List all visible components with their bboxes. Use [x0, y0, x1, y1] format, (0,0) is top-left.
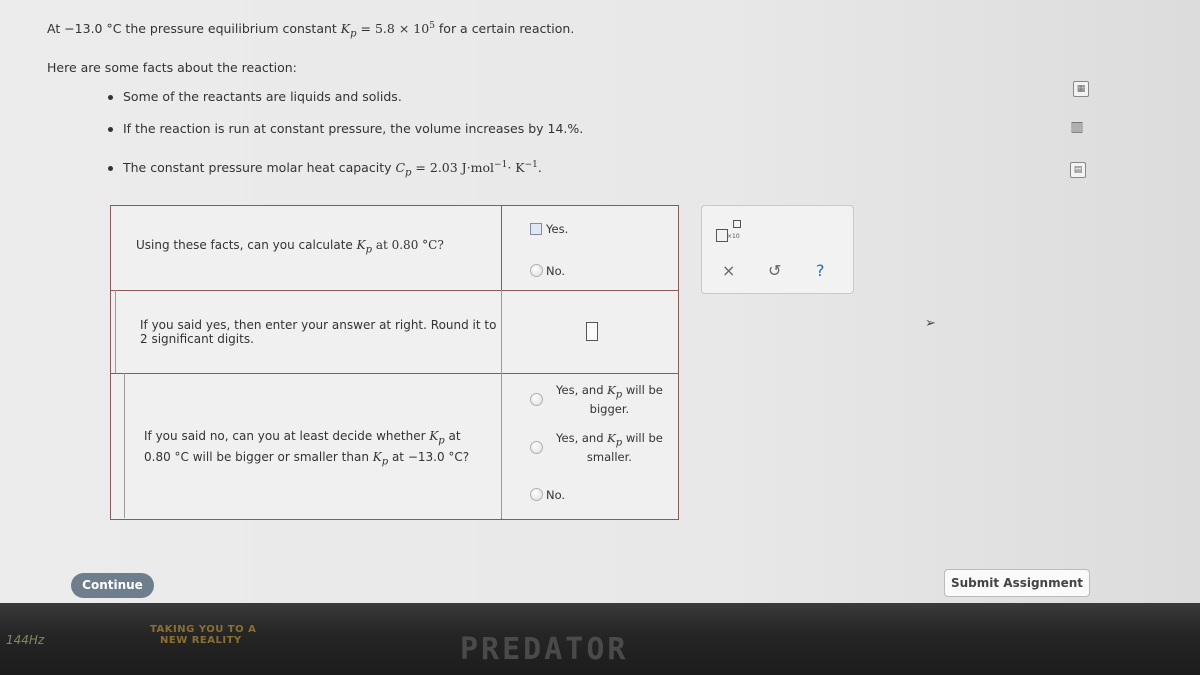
undo-icon[interactable]: ↺: [768, 261, 782, 280]
smaller-radio[interactable]: [530, 441, 543, 454]
submit-assignment-button[interactable]: Submit Assignment: [944, 569, 1090, 597]
yes-label[interactable]: Yes.: [546, 222, 569, 236]
bigger-radio[interactable]: [530, 393, 543, 406]
no-radio[interactable]: [530, 264, 543, 277]
clear-icon[interactable]: ×: [722, 261, 736, 280]
row2-prompt: If you said yes, then enter your answer at right. Round it to 2 significant digits.: [140, 318, 497, 346]
help-icon[interactable]: ?: [816, 261, 825, 280]
chart-icon[interactable]: ▥: [1070, 119, 1084, 135]
fact-item: Some of the reactants are liquids and solids.: [108, 89, 402, 104]
mouse-cursor-icon: ➢: [925, 316, 936, 331]
no-decide-label[interactable]: No.: [546, 488, 566, 502]
fact-item: The constant pressure molar heat capacity $C_p = 2.03$ $J\cdot mol^{-1}\cdot K^{-1}$.: [108, 160, 542, 175]
fact-item: If the reaction is run at constant pressure, the volume increases by 14.%.: [108, 121, 583, 136]
periodic-table-icon[interactable]: ▤: [1070, 162, 1086, 178]
continue-button[interactable]: Continue: [71, 573, 154, 598]
math-tool-panel: ×10 × ↺ ?: [701, 205, 854, 294]
no-decide-radio[interactable]: [530, 488, 543, 501]
question-text: At −13.0 °C the pressure equilibrium constant $K_p = 5.8 \times 10^5$ for a certain reaction.: [47, 20, 575, 40]
no-label[interactable]: No.: [546, 264, 566, 278]
calculator-icon[interactable]: ▦: [1073, 81, 1089, 97]
answer-input[interactable]: [586, 322, 598, 341]
row3-prompt: If you said no, can you at least decide whether $K_p$ at 0.80 °C will be bigger or smaller than $K_p$ at −13.0 °C?: [144, 429, 470, 468]
refresh-rate-label: 144Hz: [6, 633, 45, 647]
bezel-tagline: TAKING YOU TO A NEW REALITY: [150, 624, 257, 646]
row1-prompt: Using these facts, can you calculate $K_p$ at 0.80 °C?: [136, 238, 444, 256]
brand-logo: PREDATOR: [460, 632, 629, 667]
smaller-label[interactable]: Yes, and $K_p$ will be smaller.: [556, 431, 663, 464]
yes-radio[interactable]: [530, 223, 542, 235]
bigger-label[interactable]: Yes, and $K_p$ will be bigger.: [556, 383, 663, 416]
facts-intro: Here are some facts about the reaction:: [47, 60, 297, 75]
